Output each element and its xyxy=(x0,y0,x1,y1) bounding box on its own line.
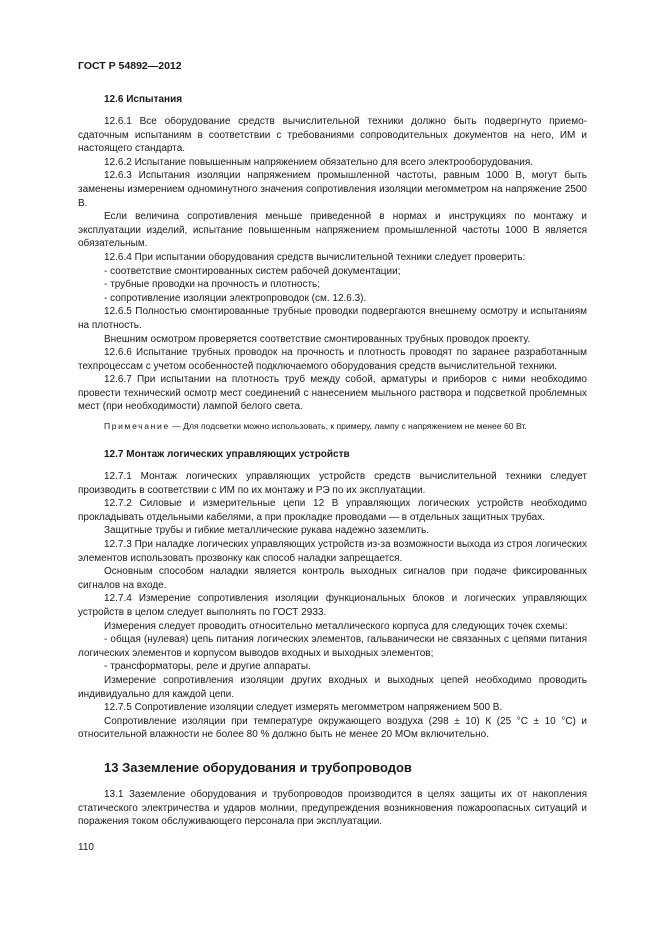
section-12-7-body xyxy=(78,470,587,742)
list-item: - трансформаторы, реле и другие аппараты. xyxy=(104,661,311,673)
paragraph: Внешним осмотром проверяется соответствие смонтированных трубных проводок проекту. xyxy=(104,333,531,345)
paragraph: 13.1 Заземление оборудования и трубопроводов производится в целях защиты их от накопления статического электричества и ударов молнии, предупреждения возникновения пожароопасных ситуаций и поражения током обслуживающего персонала при эксплуатации. xyxy=(78,788,587,828)
chapter-heading-13: 13 Заземление оборудования и трубопроводов xyxy=(104,759,412,775)
section-heading-12-6: 12.6 Испытания xyxy=(104,94,183,105)
page-number: 110 xyxy=(78,842,94,853)
section-heading-12-7: 12.7 Монтаж логических управляющих устройств xyxy=(104,449,350,461)
document-header: ГОСТ Р 54892—2012 xyxy=(78,60,182,72)
paragraph: Защитные трубы и гибкие металлические рукава надежно заземлить. xyxy=(104,525,429,537)
list-item: - сопротивление изоляции электропроводок (см. 12.6.3). xyxy=(104,292,367,304)
note-text: — Для подсветки можно использовать, к примеру, лампу с напряжением не менее 60 Вт. xyxy=(169,421,527,432)
paragraph: Основным способом наладки является контроль выходных сигналов при подаче фиксированных сигналов на входе. xyxy=(78,566,587,591)
note-label: Примечание xyxy=(104,421,170,432)
section-12-6-body xyxy=(78,115,587,432)
list-item: - трубные проводки на прочность и плотность; xyxy=(104,279,321,291)
paragraph: Сопротивление изоляции при температуре окружающего воздуха (298 ± 10) К (25 °С ± 10 °С) и относительной влажности не более 80 % должно быть не менее 20 МОм включительно. xyxy=(78,715,587,741)
paragraph: 12.7.2 Силовые и измерительные цепи 12 В управляющих логических устройств необходимо прокладывать отдельными кабелями, а при прокладке проводами — в отдельных защитных трубах. xyxy=(78,498,587,523)
paragraph: 12.7.5 Сопротивление изоляции следует измерять мегомметром напряжением 500 В. xyxy=(104,702,503,714)
paragraph: 12.6.6 Испытание трубных проводок на прочность и плотность проводят по заранее разработанным техпроцессам с учетом особенностей подключаемого оборудования средств вычислительной техники. xyxy=(78,347,587,372)
paragraph: 12.7.3 При наладке логических управляющих устройств из-за возможности выхода из строя логических элементов использовать прозвонку как способ наладки запрещается. xyxy=(78,539,587,564)
paragraph: 12.6.7 При испытании на плотность труб между собой, арматуры и приборов с ними необходимо провести технический осмотр мест соединений с нанесением мыльного раствора и подсветкой проблемных мест (при необходимости) лампой белого света. xyxy=(78,374,587,413)
paragraph: 12.6.5 Полностью смонтированные трубные проводки подвергаются внешнему осмотру и испытаниям на плотность. xyxy=(78,306,587,331)
paragraph: 12.6.2 Испытание повышенным напряжением обязательно для всего электрооборудования. xyxy=(104,156,534,168)
list-item: - соответствие смонтированных систем рабочей документации; xyxy=(104,265,401,277)
chapter-13-body xyxy=(78,788,587,829)
paragraph: Измерения следует проводить относительно металлического корпуса для следующих точек схемы: xyxy=(104,620,568,632)
paragraph: Измерение сопротивления изоляции других входных и выходных цепей необходимо проводить индивидуально для каждой цепи. xyxy=(78,674,587,700)
paragraph: 12.7.1 Монтаж логических управляющих устройств средств вычислительной техники следует производить в соответствии с ИМ по их монтажу и РЭ по их эксплуатации. xyxy=(78,471,587,496)
list-item: - общая (нулевая) цепь питания логических элементов, гальванически не связанных с цепями питания логических элементов и корпусом выводов входных и выходных элементов; xyxy=(78,634,587,659)
paragraph: 12.6.3 Испытания изоляции напряжением промышленной частоты, равным 1000 В, могут быть заменены измерением одноминутного значения сопротивления изоляции мегомметром на напряжение 2500 В. xyxy=(78,170,587,209)
paragraph: 12.6.4 При испытании оборудования средств вычислительной техники следует проверить: xyxy=(104,251,526,263)
document-body xyxy=(78,93,587,829)
paragraph: Если величина сопротивления меньше приведенной в нормах и инструкциях по монтажу и эксплуатации изделий, испытание повышенным напряжением промышленной частоты 1000 В является обязательным. xyxy=(78,211,587,250)
note xyxy=(104,420,587,432)
paragraph: 12.6.1 Все оборудование средств вычислительной техники должно быть подвергнуто приемо-сдаточным испытаниям в соответствии с требованиями сопроводительных документов на него, ИМ и настоящего стандарта. xyxy=(78,116,587,155)
paragraph: 12.7.4 Измерение сопротивления изоляции функциональных блоков и логических управляющих устройств в целом следует выполнять по ГОСТ 2933. xyxy=(78,593,587,618)
